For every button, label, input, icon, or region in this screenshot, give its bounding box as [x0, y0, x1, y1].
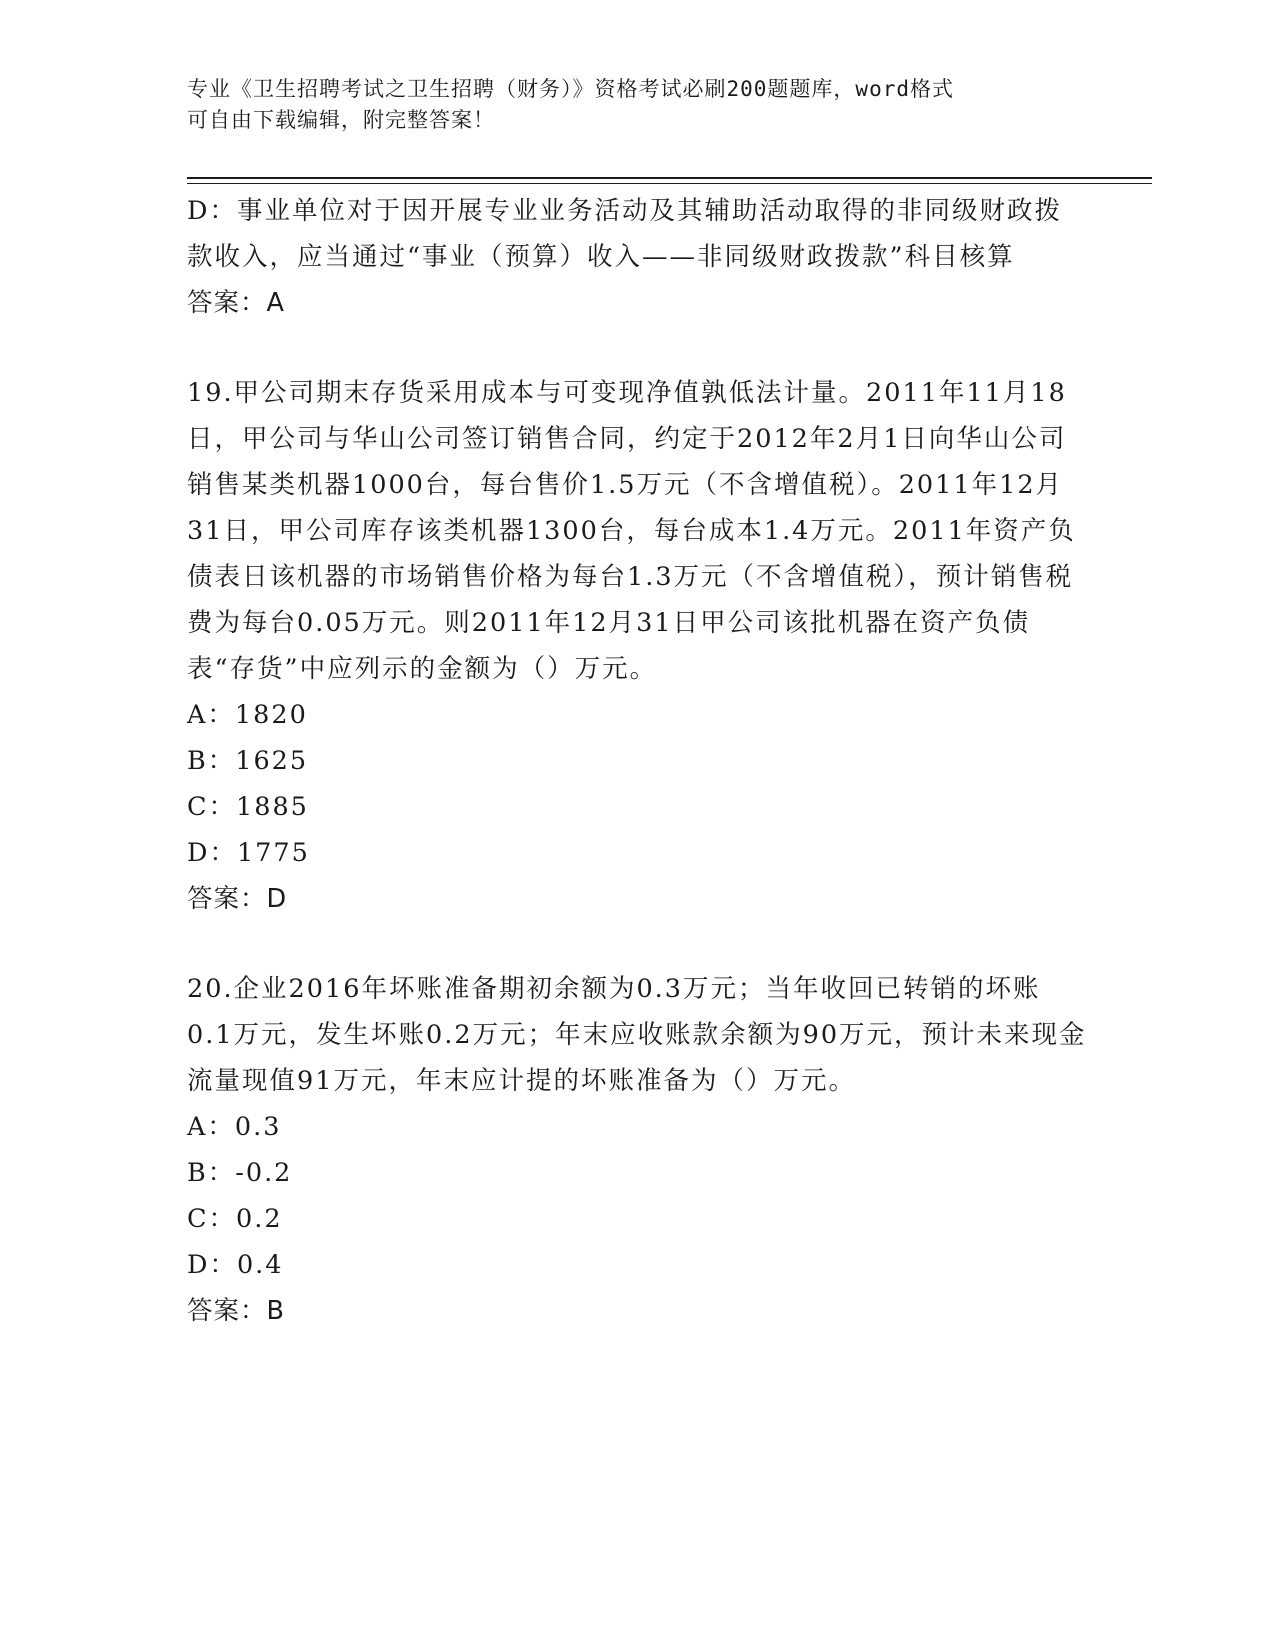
- spacer: [187, 922, 1087, 966]
- header-line-1: 专业《卫生招聘考试之卫生招聘（财务）》资格考试必刷200题题库，word格式: [187, 77, 954, 101]
- option-a: A：0.3: [187, 1112, 282, 1142]
- question-19: [187, 370, 1087, 922]
- option-d: D：0.4: [187, 1250, 284, 1280]
- header-rule-thick: [187, 177, 1152, 179]
- prev-question-option-d: D：事业单位对于因开展专业业务活动及其辅助活动取得的非同级财政拨款收入，应当通过“事业（预算）收入——非同级财政拨款”科目核算: [187, 196, 1062, 272]
- option-d: D：1775: [187, 838, 310, 868]
- question-stem: 19.甲公司期末存货采用成本与可变现净值孰低法计量。2011年11月18日，甲公司与华山公司签订销售合同，约定于2012年2月1日向华山公司销售某类机器1000台，每台售价1.5万元（不含增值税）。2011年12月31日，甲公司库存该类机器1300台，每台成本1.4万元。2011年资产负债表日该机器的市场销售价格为每台1.3万元（不含增值税），预计销售税费为每台0.05万元。则2011年12月31日甲公司该批机器在资产负债表“存货”中应列示的金额为（）万元。: [187, 378, 1076, 684]
- question-answer: 答案：B: [187, 1296, 285, 1326]
- prev-question-answer: 答案：A: [187, 288, 285, 318]
- option-b: B：1625: [187, 746, 309, 776]
- header-line-2: 可自由下载编辑，附完整答案！: [187, 108, 495, 132]
- document-body: [187, 188, 1087, 1334]
- header-rule-thin: [187, 183, 1152, 184]
- option-c: C：1885: [187, 792, 309, 822]
- question-answer: 答案：D: [187, 884, 288, 914]
- spacer: [187, 326, 1087, 370]
- question-20: [187, 966, 1087, 1334]
- option-c: C：0.2: [187, 1204, 283, 1234]
- document-header: [187, 74, 1067, 136]
- option-a: A：1820: [187, 700, 308, 730]
- question-stem: 20.企业2016年坏账准备期初余额为0.3万元；当年收回已转销的坏账0.1万元，发生坏账0.2万元；年末应收账款余额为90万元，预计未来现金流量现值91万元，年末应计提的坏账准备为（）万元。: [187, 974, 1087, 1096]
- option-b: B：-0.2: [187, 1158, 293, 1188]
